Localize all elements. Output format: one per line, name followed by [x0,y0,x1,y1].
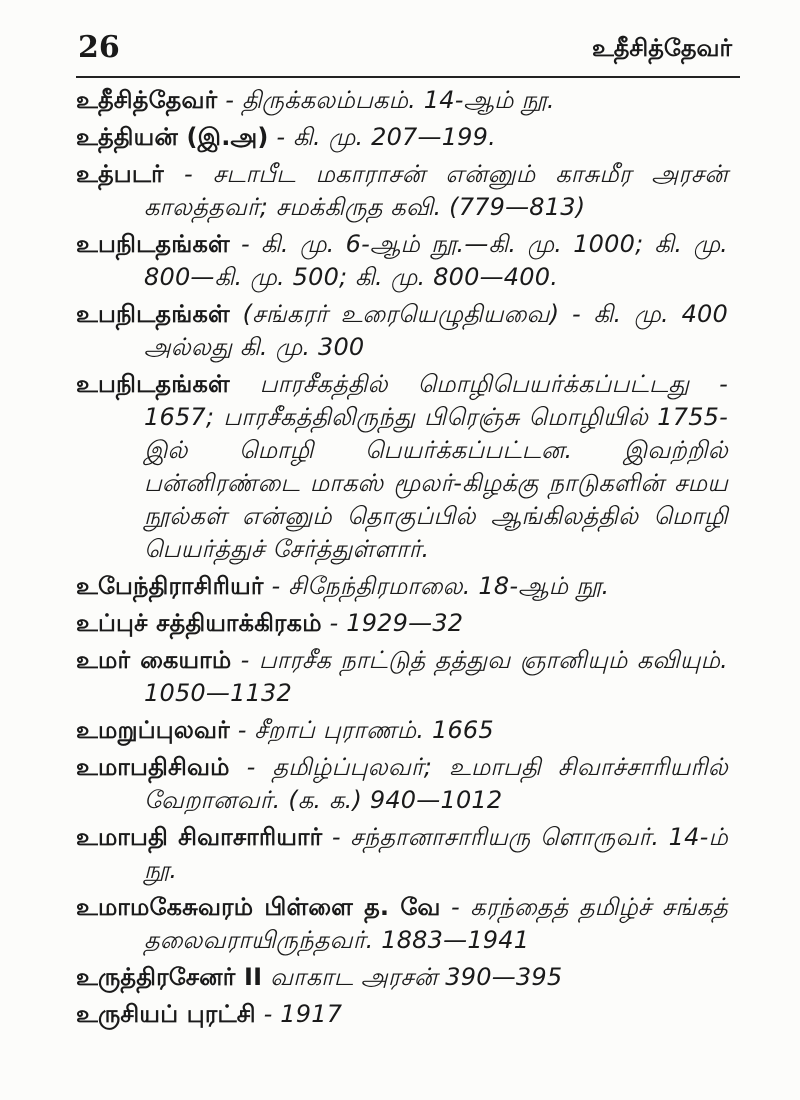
headword: உபேந்திராசிரியர் [76,572,264,600]
list-item [76,368,728,566]
headword: உமாமகேசுவரம் பிள்ளை த. வே [76,893,441,921]
running-head: உதீசித்தேவர் [591,34,732,62]
entry-text: - கரந்தைத் தமிழ்ச் சங்கத் தலைவராயிருந்தவர். 1883—1941 [144,893,728,954]
list-item [76,644,728,710]
entry-text: வாகாட அரசன் 390—395 [262,963,563,991]
headword: உமர் கையாம் [76,646,232,674]
entry-text: பாரசீகத்தில் மொழிபெயர்க்கப்பட்டது - 1657; பாரசீகத்திலிருந்து பிரெஞ்சு மொழியில் 1755-இல் மொழி பெயர்க்கப்பட்டன. இவற்றில் பன்னிரண்டை மாகஸ் மூலர்-கிழக்கு நாடுகளின் சமய நூல்கள் என்னும் தொகுப்பில் ஆங்கிலத்தில் மொழி பெயர்த்துச் சேர்த்துள்ளார். [144,370,728,563]
list-item [76,821,728,887]
headword: உமாபதிசிவம் [76,753,230,781]
entry-text: - திருக்கலம்பகம். 14-ஆம் நூ. [217,86,555,114]
entry-text: - சந்தானாசாரியரு ளொருவர். 14-ம் நூ. [144,823,728,884]
headword: உதீசித்தேவர் [76,86,218,114]
list-item [76,961,728,994]
list-item [76,228,728,294]
list-item [76,570,728,603]
headword: உமறுப்புலவர் [76,716,230,744]
entry-text: - கி. மு. 207—199. [268,123,496,151]
entry-text: (சங்கரர் உரையெழுதியவை) - கி. மு. 400 அல்லது கி. மு. 300 [144,300,728,361]
headword: உருத்திரசேனர் II [76,963,263,991]
list-item [76,714,728,747]
entry-text: - சீறாப் புராணம். 1665 [229,716,494,744]
entry-list [76,84,728,1035]
headword: உமாபதி சிவாசாரியார் [76,823,323,851]
headword: உத்தியன் (இ.அ) [76,123,269,151]
list-item [76,84,728,117]
entry-text: - பாரசீக நாட்டுத் தத்துவ ஞானியும் கவியும். 1050—1132 [144,646,728,707]
headword: உபநிடதங்கள் [76,230,230,258]
header-rule [76,76,740,78]
list-item [76,891,728,957]
entry-text: - சிநேந்திரமாலை. 18-ஆம் நூ. [263,572,610,600]
headword: உபநிடதங்கள் [76,370,230,398]
headword: உத்படர் [76,160,164,188]
list-item [76,751,728,817]
page-number: 26 [78,30,120,65]
list-item [76,298,728,364]
headword: உருசியப் புரட்சி [76,1000,256,1028]
list-item [76,158,728,224]
list-item [76,998,728,1031]
entry-text: - 1917 [255,1000,343,1028]
list-item [76,121,728,154]
entry-text: - 1929—32 [321,609,464,637]
headword: உப்புச் சத்தியாக்கிரகம் [76,609,322,637]
entry-text: - கி. மு. 6-ஆம் நூ.—கி. மு. 1000; கி. மு. 800—கி. மு. 500; கி. மு. 800—400. [144,230,728,291]
headword: உபநிடதங்கள் [76,300,230,328]
entry-text: - சடாபீட மகாராசன் என்னும் காசுமீர அரசன் காலத்தவர்; சமக்கிருத கவி. (779—813) [144,160,728,221]
entry-text: - தமிழ்ப்புலவர்; உமாபதி சிவாச்சாரியரில் வேறானவர். (க. க.) 940—1012 [144,753,728,814]
list-item [76,607,728,640]
